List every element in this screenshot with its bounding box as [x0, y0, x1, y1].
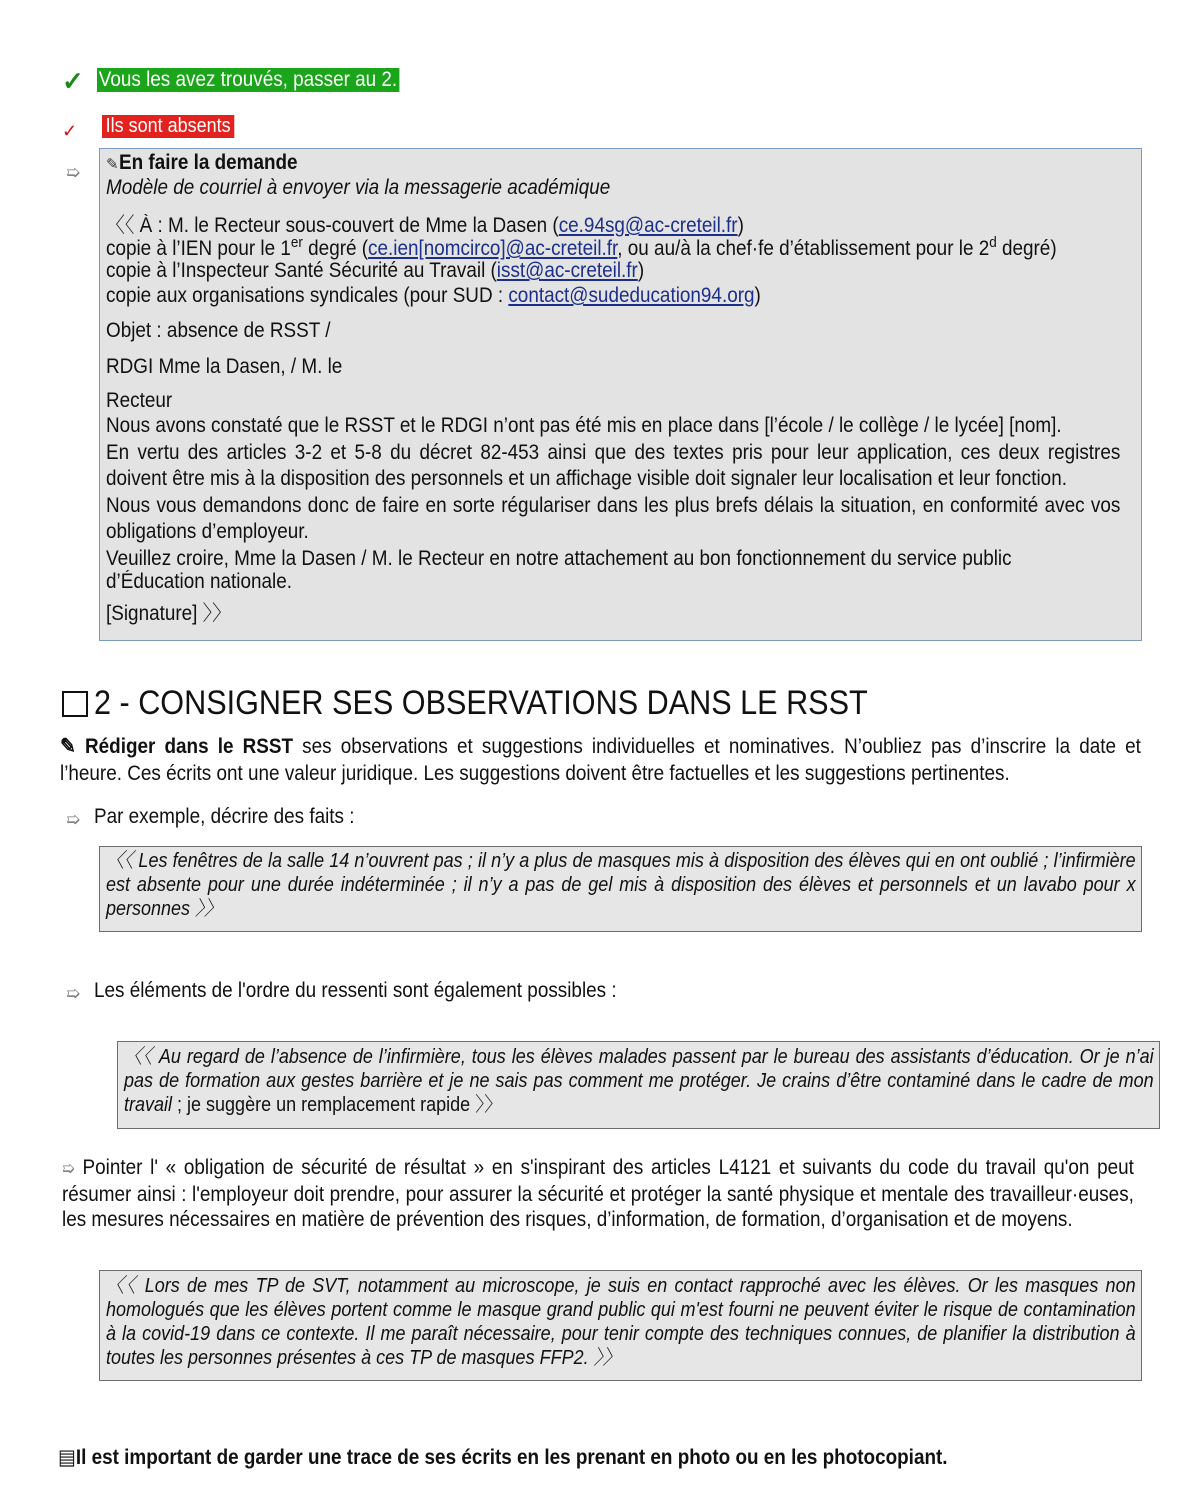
- email-subject: Objet : absence de RSST /: [106, 319, 331, 342]
- arrow-icon: ➯: [62, 1159, 75, 1178]
- arrow-icon: ➯: [66, 984, 81, 1003]
- email-template-box: [99, 148, 1142, 641]
- check-icon: ✓: [62, 66, 84, 96]
- email-subject-cont: RDGI Mme la Dasen, / M. le: [106, 355, 343, 378]
- absent-status: [62, 121, 77, 142]
- found-label: Vous les avez trouvés, passer au 2.: [98, 68, 398, 91]
- email-link[interactable]: ce.94sg@ac-creteil.fr: [558, 214, 738, 237]
- absent-label: Ils sont absents: [102, 115, 234, 138]
- email-salutation: Recteur: [106, 389, 173, 412]
- obligation-quote: 〈〈 Lors de mes TP de SVT, notamment au microscope, je suis en contact rapproché avec les élèves. Or les masques non homologués que les élèves portent comme le masque grand public qui m'est fourni ne peuvent éviter le risque de contamination à la covid-19 dans ce contexte. Il me paraît nécessaire, pour tenir compte des techniques connues, de planifier la distribution à toutes les personnes présentes à ces TP de masques FFP2. 〉〉: [106, 1275, 1136, 1369]
- found-label-wrap: [97, 68, 433, 92]
- intro-paragraph: ✎ Rédiger dans le RSST ses observations et suggestions individuelles et nominatives. N’oubliez pas d’inscrire la date et l’heure. Ces écrits ont une valeur juridique. Les suggestions doivent être factuelles et les suggestions pertinentes.: [60, 735, 1141, 785]
- obligation-quote-box: [99, 1270, 1142, 1381]
- clipboard-icon: ▤: [58, 1446, 76, 1469]
- arrow-icon: ➯: [66, 810, 81, 829]
- example-quote: 〈〈 Les fenêtres de la salle 14 n’ouvrent pas ; il n’y a plus de masques mis à disposition des élèves qui en ont oublié ; l’infirmière est absente pour une durée indéterminée ; il n’y a pas de gel mis à disposition des élèves et personnels et un lavabo pour x personnes 〉〉: [106, 850, 1136, 920]
- email-link[interactable]: contact@sudeducation94.org: [508, 284, 755, 307]
- recipient-line: 〈〈 À : M. le Recteur sous-couvert de Mme la Dasen (ce.94sg@ac-creteil.fr): [106, 214, 744, 237]
- pencil-icon: ✎: [60, 735, 76, 758]
- feeling-quote: 〈〈 Au regard de l’absence de l’infirmière, tous les élèves malades passent par le bureau des assistants d’éducation. Or je n’ai pas de formation aux gestes barrière et je ne sais pas comment me protéger. Je crains d’être contaminé dans le cadre de mon travail ; je suggère un remplacement rapide 〉〉: [124, 1046, 1154, 1116]
- email-body-p1: Nous avons constaté que le RSST et le RDGI n’ont pas été mis en place dans [l’école / le collège / le lycée] [nom].: [106, 414, 1062, 437]
- cc-sud-line: copie aux organisations syndicales (pour SUD : contact@sudeducation94.org): [106, 284, 761, 307]
- footer-note: ▤Il est important de garder une trace de ses écrits en les prenant en photo ou en les photocopiant.: [58, 1446, 948, 1469]
- cc-ien-line: copie à l’IEN pour le 1er degré (ce.ien[nomcirco]@ac-creteil.fr, ou au/à la chef·fe d’établissement pour le 2$^d$ degré): [106, 234, 1057, 260]
- section-heading: 2 - CONSIGNER SES OBSERVATIONS DANS LE RSST: [62, 684, 954, 723]
- check-icon: ✓: [62, 121, 78, 141]
- feeling-quote-box: [117, 1041, 1160, 1129]
- email-body: [106, 413, 1120, 572]
- arrow-icon: ➯: [66, 163, 81, 182]
- request-title: ✎En faire la demande: [106, 151, 298, 174]
- cc-isst-line: copie à l’Inspecteur Santé Sécurité au Travail (isst@ac-creteil.fr): [106, 259, 645, 282]
- email-body-p3: Nous vous demandons donc de faire en sorte régulariser dans les plus brefs délais la situation, en conformité avec vos obligations d’employeur.: [106, 493, 1121, 543]
- email-link[interactable]: ce.ien[nomcirco]@ac-creteil.fr: [368, 237, 618, 260]
- feeling-label: Les éléments de l'ordre du ressenti sont également possibles :: [94, 979, 617, 1002]
- absent-label-wrap: [102, 115, 249, 138]
- obligation-paragraph: ➯ Pointer l' « obligation de sécurité de résultat » en s'inspirant des articles L4121 et suivants du code du travail qu'on peut résumer ainsi : l'employeur doit prendre, pour assurer la sécurité et protéger la santé physique et mentale des travailleur·euses, les mesures nécessaires en matière de prévention des risques, d’information, de formation, d’organisation et de moyens.: [62, 1156, 1134, 1231]
- example-quote-box: [99, 846, 1142, 932]
- pencil-icon: ✎: [106, 156, 119, 173]
- email-link[interactable]: isst@ac-creteil.fr: [496, 259, 638, 282]
- email-body-p4-end: d’Éducation nationale.: [106, 570, 293, 593]
- email-body-p4: Veuillez croire, Mme la Dasen / M. le Recteur en notre attachement au bon fonctionnement du service public: [106, 546, 1012, 570]
- request-subtitle: Modèle de courriel à envoyer via la messagerie académique: [106, 176, 611, 199]
- found-status: [62, 66, 84, 97]
- example-label: Par exemple, décrire des faits :: [94, 805, 355, 828]
- email-body-p2: En vertu des articles 3-2 et 5-8 du décret 82-453 ainsi que des textes pris pour leur application, ces deux registres doivent être mis à la disposition des personnels et un affichage visible doit signaler leur localisation et leur fonction.: [106, 440, 1121, 490]
- checkbox-icon: [62, 691, 88, 717]
- email-signature: [Signature] 〉〉: [106, 602, 232, 625]
